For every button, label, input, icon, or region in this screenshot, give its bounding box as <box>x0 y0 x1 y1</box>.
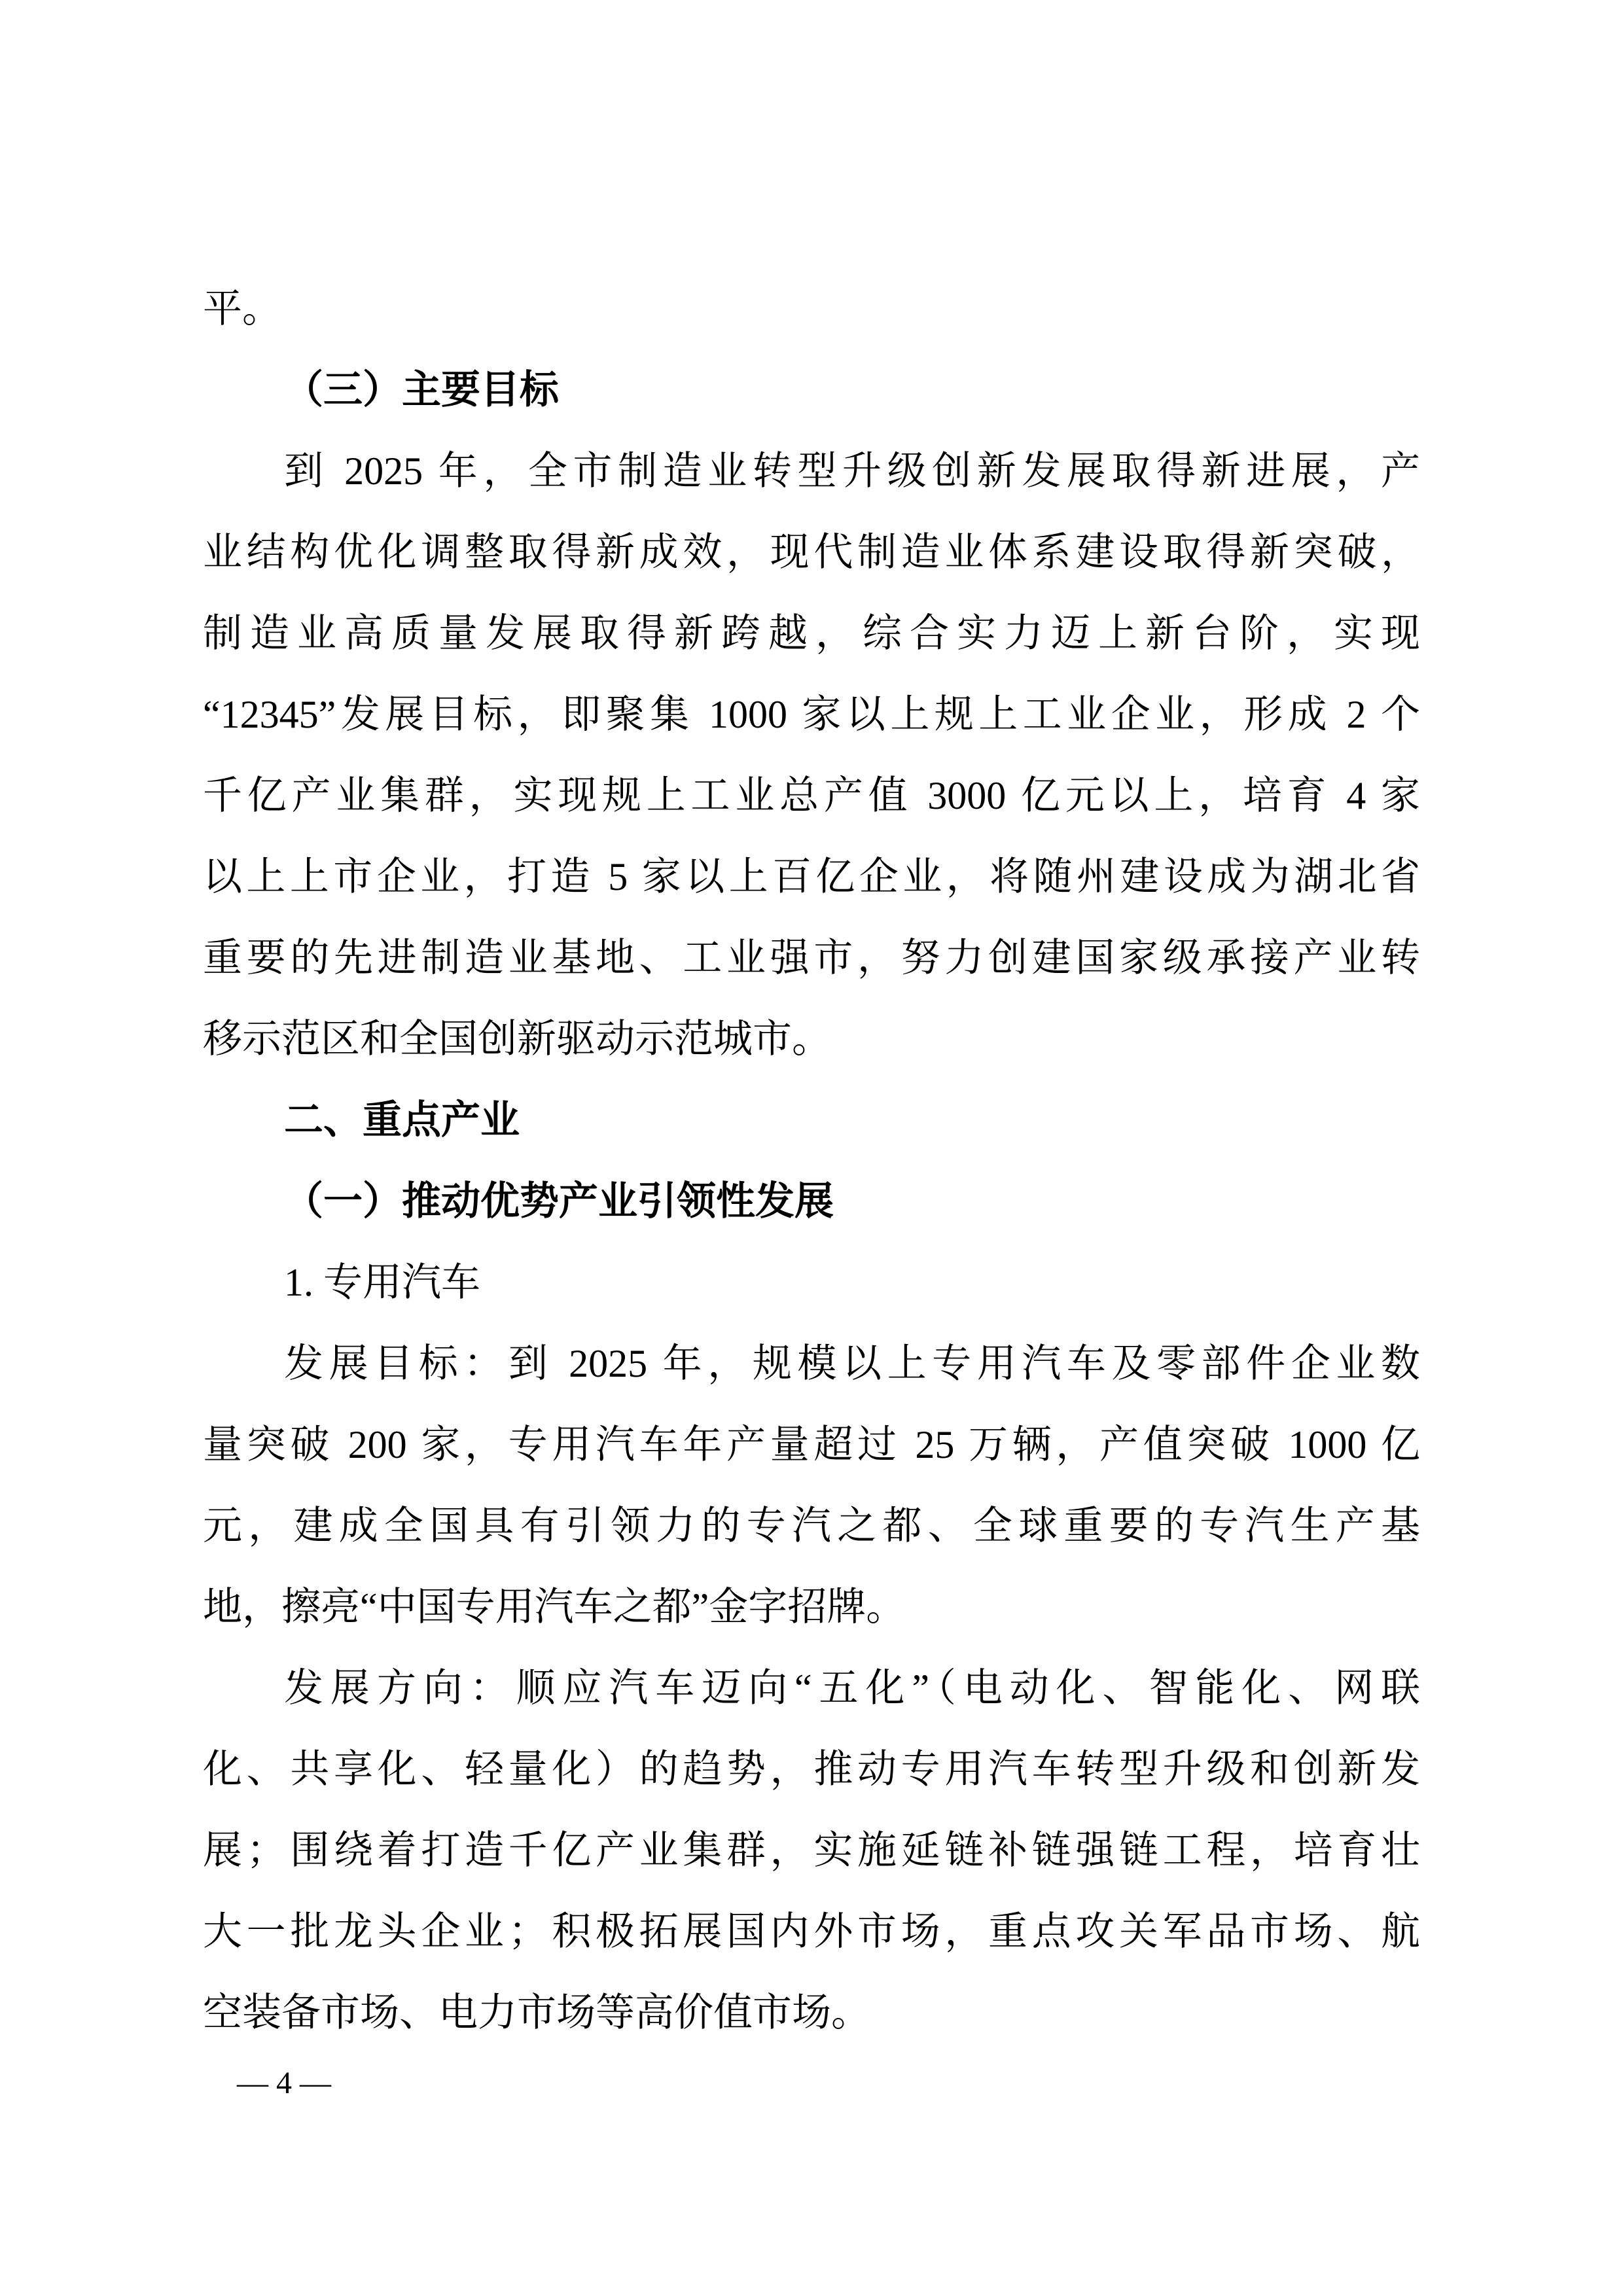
paragraph <box>203 1323 1420 1648</box>
text-line: 千亿产业集群，实现规上工业总产值 3000 亿元以上，培育 4 家 <box>203 774 1420 817</box>
text-line: 空装备市场、电力市场等高价值市场。 <box>203 1991 870 2034</box>
text-line: “12345”发展目标，即聚集 1000 家以上规上工业企业，形成 2 个 <box>203 693 1420 736</box>
text-line: 展；围绕着打造千亿产业集群，实施延链补链强链工程，培育壮 <box>203 1829 1420 1872</box>
paragraph <box>203 1648 1420 2053</box>
text-line: 发展方向：顺应汽车迈向“五化”（电动化、智能化、网联 <box>284 1667 1420 1710</box>
heading-section <box>203 1080 1420 1161</box>
heading-sub <box>203 1161 1420 1242</box>
text-line: 移示范区和全国创新驱动示范城市。 <box>203 1017 831 1061</box>
text-line: 制造业高质量发展取得新跨越，综合实力迈上新台阶，实现 <box>203 612 1420 655</box>
text-line: 到 2025 年，全市制造业转型升级创新发展取得新进展，产 <box>284 450 1420 493</box>
paragraph-continuation <box>203 268 1420 349</box>
text-line: 业结构优化调整取得新成效，现代制造业体系建设取得新突破， <box>203 531 1420 574</box>
paragraph <box>203 431 1420 1080</box>
text-line: 元，建成全国具有引领力的专汽之都、全球重要的专汽生产基 <box>203 1504 1420 1547</box>
text-line: 发展目标：到 2025 年，规模以上专用汽车及零部件企业数 <box>284 1342 1420 1385</box>
text-line: 以上上市企业，打造 5 家以上百亿企业，将随州建设成为湖北省 <box>203 855 1420 898</box>
text-line: （三）主要目标 <box>284 368 559 412</box>
text-line: 化、共享化、轻量化）的趋势，推动专用汽车转型升级和创新发 <box>203 1748 1420 1791</box>
text-line: 1. 专用汽车 <box>284 1261 480 1304</box>
heading-numbered <box>203 1242 1420 1323</box>
heading-sub <box>203 349 1420 431</box>
document-body <box>203 268 1420 2053</box>
page-number: — 4 — <box>237 2066 331 2100</box>
text-line: 大一批龙头企业；积极拓展国内外市场，重点攻关军品市场、航 <box>203 1910 1420 1953</box>
text-line: （一）推动优势产业引领性发展 <box>284 1180 834 1223</box>
text-line: 地，擦亮“中国专用汽车之都”金字招牌。 <box>203 1585 906 1629</box>
text-line: 二、重点产业 <box>284 1098 520 1142</box>
text-line: 重要的先进制造业基地、工业强市，努力创建国家级承接产业转 <box>203 936 1420 980</box>
text-line: 量突破 200 家，专用汽车年产量超过 25 万辆，产值突破 1000 亿 <box>203 1423 1420 1466</box>
text-line: 平。 <box>203 287 281 330</box>
